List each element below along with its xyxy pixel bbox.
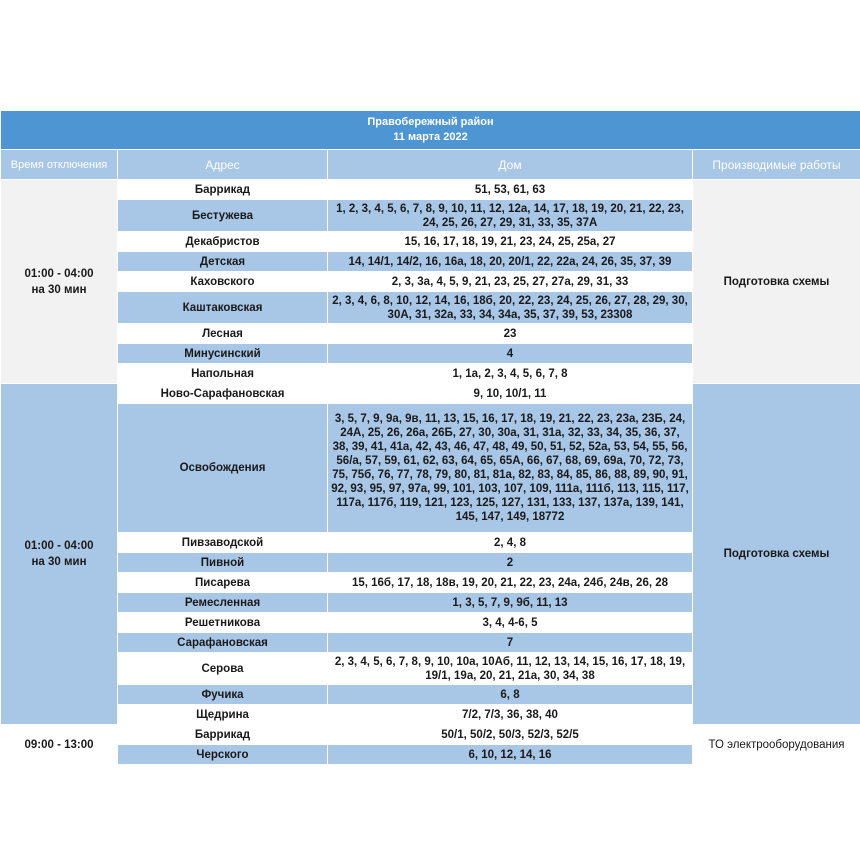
outage-time-cell bbox=[1, 384, 118, 725]
houses-cell: 7 bbox=[328, 633, 693, 653]
houses-cell: 23 bbox=[328, 324, 693, 344]
houses-cell: 9, 10, 10/1, 11 bbox=[328, 384, 693, 404]
outage-duration: на 30 мин bbox=[31, 283, 87, 296]
street-cell: Напольная bbox=[118, 364, 328, 384]
outage-duration: на 30 мин bbox=[31, 556, 87, 568]
houses-cell: 2 bbox=[328, 553, 693, 573]
outage-schedule-table bbox=[0, 110, 860, 765]
street-cell: Баррикад bbox=[118, 180, 328, 200]
street-cell: Бестужева bbox=[118, 200, 328, 232]
table-title bbox=[1, 111, 860, 150]
street-cell: Пивной bbox=[118, 553, 328, 573]
houses-cell: 2, 3, 4, 5, 6, 7, 8, 9, 10, 10а, 10Аб, 11, 12, 13, 14, 15, 16, 17, 18, 19, 19/1, 19а, 20, 21, 21а, 30, 34, 38 bbox=[328, 653, 693, 685]
column-header-address: Адрес bbox=[118, 150, 328, 180]
houses-cell: 3, 4, 4-6, 5 bbox=[328, 613, 693, 633]
houses-cell: 2, 3, 3а, 4, 5, 9, 21, 23, 25, 27, 27а, 29, 31, 33 bbox=[328, 272, 693, 292]
houses-cell: 2, 4, 8 bbox=[328, 533, 693, 553]
street-cell: Баррикад bbox=[118, 725, 328, 745]
outage-time-cell bbox=[1, 180, 118, 384]
column-header-house: Дом bbox=[328, 150, 693, 180]
houses-cell: 51, 53, 61, 63 bbox=[328, 180, 693, 200]
houses-cell: 1, 1а, 2, 3, 4, 5, 6, 7, 8 bbox=[328, 364, 693, 384]
street-cell: Черского bbox=[118, 745, 328, 765]
houses-cell: 6, 10, 12, 14, 16 bbox=[328, 745, 693, 765]
table-row bbox=[1, 384, 860, 404]
outage-time: 01:00 - 04:00 bbox=[24, 267, 94, 280]
table-title-row bbox=[1, 111, 860, 150]
houses-cell: 2, 3, 4, 6, 8, 10, 12, 14, 16, 18б, 20, 22, 23, 24, 25, 26, 27, 28, 29, 30, 30А, 31, 32а, 33, 34, 34а, 35, 37, 39, 53, 23308 bbox=[328, 292, 693, 324]
district-name: Правобережный район bbox=[367, 116, 494, 128]
houses-cell: 4 bbox=[328, 344, 693, 364]
houses-cell: 1, 2, 3, 4, 5, 6, 7, 8, 9, 10, 11, 12, 12а, 14, 17, 18, 19, 20, 21, 22, 23, 24, 25, 26, 27, 29, 31, 33, 35, 37А bbox=[328, 200, 693, 232]
work-type-cell: ТО электрооборудования bbox=[693, 725, 860, 765]
schedule-date: 11 марта 2022 bbox=[393, 131, 468, 143]
houses-cell: 50/1, 50/2, 50/3, 52/3, 52/5 bbox=[328, 725, 693, 745]
street-cell: Фучика bbox=[118, 685, 328, 705]
houses-cell: 7/2, 7/3, 36, 38, 40 bbox=[328, 705, 693, 725]
outage-time: 01:00 - 04:00 bbox=[24, 540, 94, 552]
houses-cell: 15, 16б, 17, 18, 18в, 19, 20, 21, 22, 23, 24а, 24б, 24в, 26, 28 bbox=[328, 573, 693, 593]
column-header-row bbox=[1, 150, 860, 180]
houses-cell: 3, 5, 7, 9, 9а, 9в, 11, 13, 15, 16, 17, 18, 19, 21, 22, 23, 23а, 23Б, 24, 24А, 25, 26, 26а, 26Б, 27, 30, 30а, 31, 31а, 32, 33, 34, 35, 36, 37, 38, 39, 41, 41а, 42, 43, 46, 47, 48, 49, 50, 51, 52, 52а, 53, 54, 55, 56, 56/а, 57, 59, 61, 62, 63, 64, 65, 65А, 66, 67, 68, 69, 69а, 70, 72, 73, 75, 75б, 76, 77, 78, 79, 80, 81, 81а, 82, 83, 84, 85, 86, 88, 89, 90, 91, 92, 93, 95, 97, 97а, 99, 101, 103, 107, 109, 111а, 111б, 113, 115, 117, 117а, 117б, 119, 121, 123, 125, 127, 131, 133, 137, 137а, 139, 141, 145, 147, 149, 18772 bbox=[328, 404, 693, 533]
houses-cell: 15, 16, 17, 18, 19, 21, 23, 24, 25, 25а, 27 bbox=[328, 232, 693, 252]
houses-cell: 1, 3, 5, 7, 9, 9б, 11, 13 bbox=[328, 593, 693, 613]
street-cell: Ремесленная bbox=[118, 593, 328, 613]
street-cell: Щедрина bbox=[118, 705, 328, 725]
street-cell: Писарева bbox=[118, 573, 328, 593]
houses-cell: 6, 8 bbox=[328, 685, 693, 705]
street-cell: Сарафановская bbox=[118, 633, 328, 653]
work-type-cell: Подготовка схемы bbox=[693, 180, 860, 384]
table-row bbox=[1, 725, 860, 745]
street-cell: Каштаковская bbox=[118, 292, 328, 324]
street-cell: Декабристов bbox=[118, 232, 328, 252]
street-cell: Лесная bbox=[118, 324, 328, 344]
table-row bbox=[1, 180, 860, 200]
outage-time: 09:00 - 13:00 bbox=[24, 738, 94, 751]
street-cell: Минусинский bbox=[118, 344, 328, 364]
work-type-cell: Подготовка схемы bbox=[693, 384, 860, 725]
street-cell: Ново-Сарафановская bbox=[118, 384, 328, 404]
table-body bbox=[1, 180, 860, 765]
outage-time-cell bbox=[1, 725, 118, 765]
column-header-time: Время отключения bbox=[1, 150, 118, 180]
houses-cell: 14, 14/1, 14/2, 16, 16а, 18, 20, 20/1, 22, 22а, 24, 26, 35, 37, 39 bbox=[328, 252, 693, 272]
street-cell: Детская bbox=[118, 252, 328, 272]
street-cell: Каховского bbox=[118, 272, 328, 292]
street-cell: Пивзаводской bbox=[118, 533, 328, 553]
street-cell: Серова bbox=[118, 653, 328, 685]
street-cell: Освобождения bbox=[118, 404, 328, 533]
column-header-work: Производимые работы bbox=[693, 150, 860, 180]
street-cell: Решетникова bbox=[118, 613, 328, 633]
